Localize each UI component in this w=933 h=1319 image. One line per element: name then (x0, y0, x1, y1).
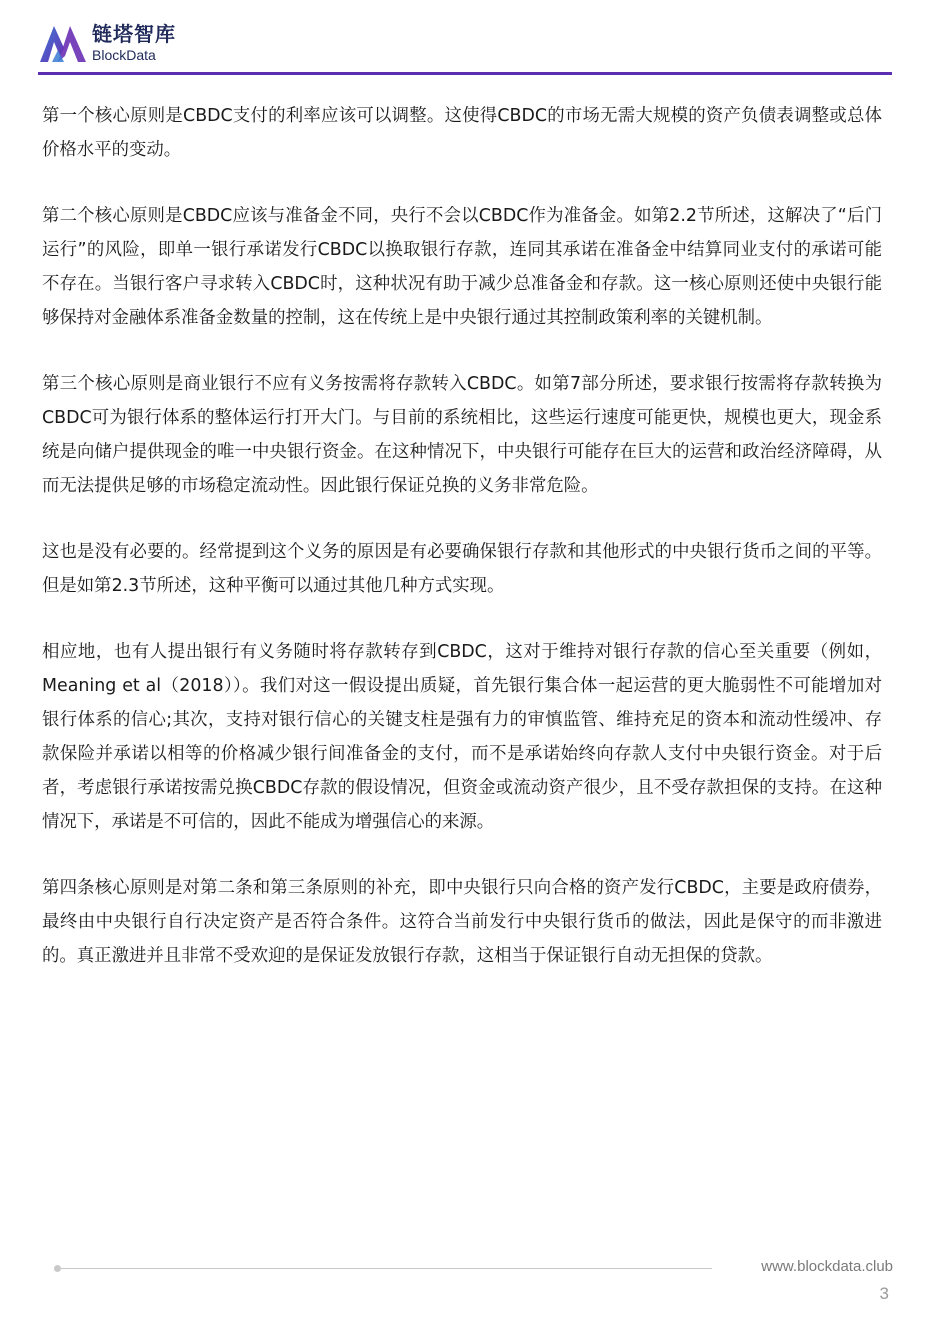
paragraph-2: 第二个核心原则是CBDC应该与准备金不同，央行不会以CBDC作为准备金。如第2.2节所述，这解决了“后门运行”的风险，即单一银行承诺发行CBDC以换取银行存款，连同其承诺在准备金中结算同业支付的承诺可能不存在。当银行客户寻求转入CBDC时，这种状况有助于减少总准备金和存款。这一核心原则还使中央银行能够保持对金融体系准备金数量的控制，这在传统上是中央银行通过其控制政策利率的关键机制。 (42, 206, 882, 328)
footer-url: www.blockdata.club (761, 1258, 893, 1275)
brand-name-cn: 链塔智库 (92, 22, 176, 46)
header (38, 20, 176, 66)
paragraph-5: 相应地，也有人提出银行有义务随时将存款转存到CBDC，这对于维持对银行存款的信心至关重要（例如，Meaning et al（2018））。我们对这一假设提出质疑，首先银行集合体一起运营的更大脆弱性不可能增加对银行体系的信心;其次，支持对银行信心的关键支柱是强有力的审慎监管、维持充足的资本和流动性缓冲、存款保险并承诺以相等的价格减少银行间准备金的支付，而不是承诺始终向存款人支付中央银行资金。对于后者，考虑银行承诺按需兑换CBDC存款的假设情况，但资金或流动资产很少，且不受存款担保的支持。在这种情况下，承诺是不可信的，因此不能成为增强信心的来源。 (42, 642, 882, 832)
blockdata-logo-icon (38, 22, 88, 64)
paragraph-3: 第三个核心原则是商业银行不应有义务按需将存款转入CBDC。如第7部分所述，要求银行按需将存款转换为CBDC可为银行体系的整体运行打开大门。与目前的系统相比，这些运行速度可能更快，规模也更大，现金系统是向储户提供现金的唯一中央银行资金。在这种情况下，中央银行可能存在巨大的运营和政治经济障碍，从而无法提供足够的市场稳定流动性。因此银行保证兑换的义务非常危险。 (42, 374, 882, 496)
paragraph-1: 第一个核心原则是CBDC支付的利率应该可以调整。这使得CBDC的市场无需大规模的资产负债表调整或总体价格水平的变动。 (42, 106, 882, 160)
brand-name-en: BlockData (92, 47, 156, 63)
header-divider (38, 72, 892, 75)
paragraph-4: 这也是没有必要的。经常提到这个义务的原因是有必要确保银行存款和其他形式的中央银行货币之间的平等。但是如第2.3节所述，这种平衡可以通过其他几种方式实现。 (42, 542, 882, 596)
footer-divider (58, 1268, 712, 1269)
article-body (42, 99, 882, 1005)
paragraph-6: 第四条核心原则是对第二条和第三条原则的补充，即中央银行只向合格的资产发行CBDC，主要是政府债券，最终由中央银行自行决定资产是否符合条件。这符合当前发行中央银行货币的做法，因此是保守的而非激进的。真正激进并且非常不受欢迎的是保证发放银行存款，这相当于保证银行自动无担保的贷款。 (42, 878, 882, 966)
brand-text (92, 24, 176, 62)
page-number: 3 (879, 1284, 889, 1303)
